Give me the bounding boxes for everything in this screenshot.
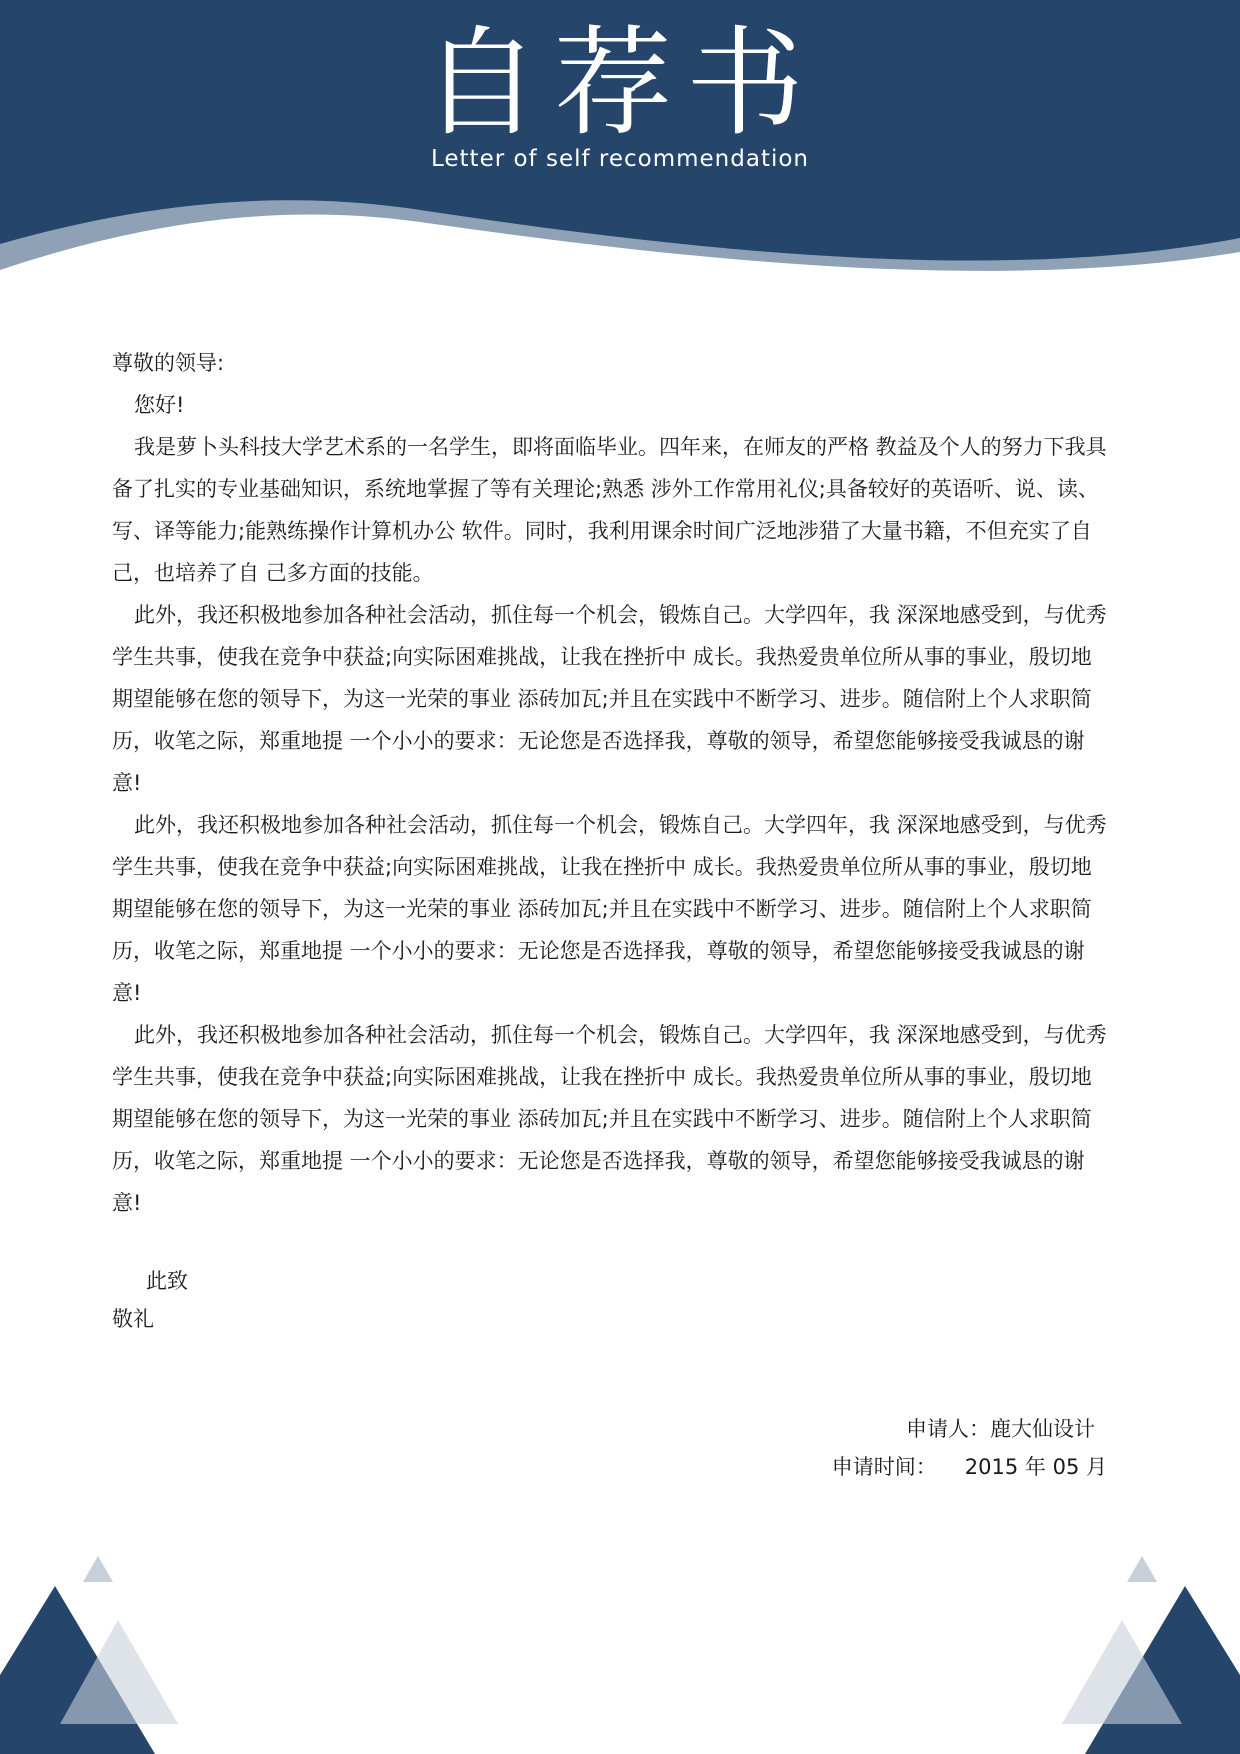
letter-paragraph: 此外，我还积极地参加各种社会活动，抓住每一个机会，锻炼自己。大学四年，我 深深地感受到，与优秀学生共事，使我在竞争中获益;向实际困难挑战，让我在挫折中 成长。我热爱贵单位所从事的事业，殷切地期望能够在您的领导下，为这一光荣的事业 添砖加瓦;并且在实践中不断学习、进步。随信附上个人求职简历，收笔之际，郑重地提 一个小小的要求：无论您是否选择我，尊敬的领导，希望您能够接受我诚恳的谢意! — [112, 603, 1107, 795]
applicant-value: 鹿大仙设计 — [990, 1417, 1095, 1441]
date-label: 申请时间： — [831, 1455, 937, 1479]
letter-paragraph: 我是萝卜头科技大学艺术系的一名学生，即将面临毕业。四年来，在师友的严格 教益及个人的努力下我具备了扎实的专业基础知识，系统地掌握了等有关理论;熟悉 涉外工作常用礼仪;具备较好的英语听、说、读、写、译等能力;能熟练操作计算机办公 软件。同时，我利用课余时间广泛地涉猎了大量书籍，不但充实了自己，也培养了自 己多方面的技能。 — [112, 435, 1107, 585]
letter-closing — [112, 1262, 188, 1338]
closing-line-2: 敬礼 — [112, 1307, 154, 1331]
footer-decoration — [0, 1540, 1240, 1754]
date-row — [832, 1448, 1107, 1486]
signature-block — [832, 1410, 1107, 1486]
letter-paragraph: 此外，我还积极地参加各种社会活动，抓住每一个机会，锻炼自己。大学四年，我 深深地感受到，与优秀学生共事，使我在竞争中获益;向实际困难挑战，让我在挫折中 成长。我热爱贵单位所从事的事业，殷切地期望能够在您的领导下，为这一光荣的事业 添砖加瓦;并且在实践中不断学习、进步。随信附上个人求职简历，收笔之际，郑重地提 一个小小的要求：无论您是否选择我，尊敬的领导，希望您能够接受我诚恳的谢意! — [112, 813, 1107, 1005]
page-title: 自荐书 — [421, 14, 818, 152]
triangle-small-left — [83, 1556, 113, 1582]
letter-body — [112, 342, 1112, 1224]
letter-greeting: 您好! — [134, 393, 185, 417]
page-subtitle: Letter of self recommendation — [430, 146, 810, 172]
letter-paragraph: 此外，我还积极地参加各种社会活动，抓住每一个机会，锻炼自己。大学四年，我 深深地感受到，与优秀学生共事，使我在竞争中获益;向实际困难挑战，让我在挫折中 成长。我热爱贵单位所从事的事业，殷切地期望能够在您的领导下，为这一光荣的事业 添砖加瓦;并且在实践中不断学习、进步。随信附上个人求职简历，收笔之际，郑重地提 一个小小的要求：无论您是否选择我，尊敬的领导，希望您能够接受我诚恳的谢意! — [112, 1023, 1107, 1215]
letter-salutation: 尊敬的领导: — [112, 351, 225, 375]
closing-line-1: 此致 — [146, 1269, 188, 1293]
applicant-label: 申请人： — [906, 1417, 990, 1441]
applicant-row — [832, 1410, 1107, 1448]
triangle-small-right — [1127, 1556, 1157, 1582]
date-value: 2015 年 05 月 — [964, 1455, 1107, 1479]
